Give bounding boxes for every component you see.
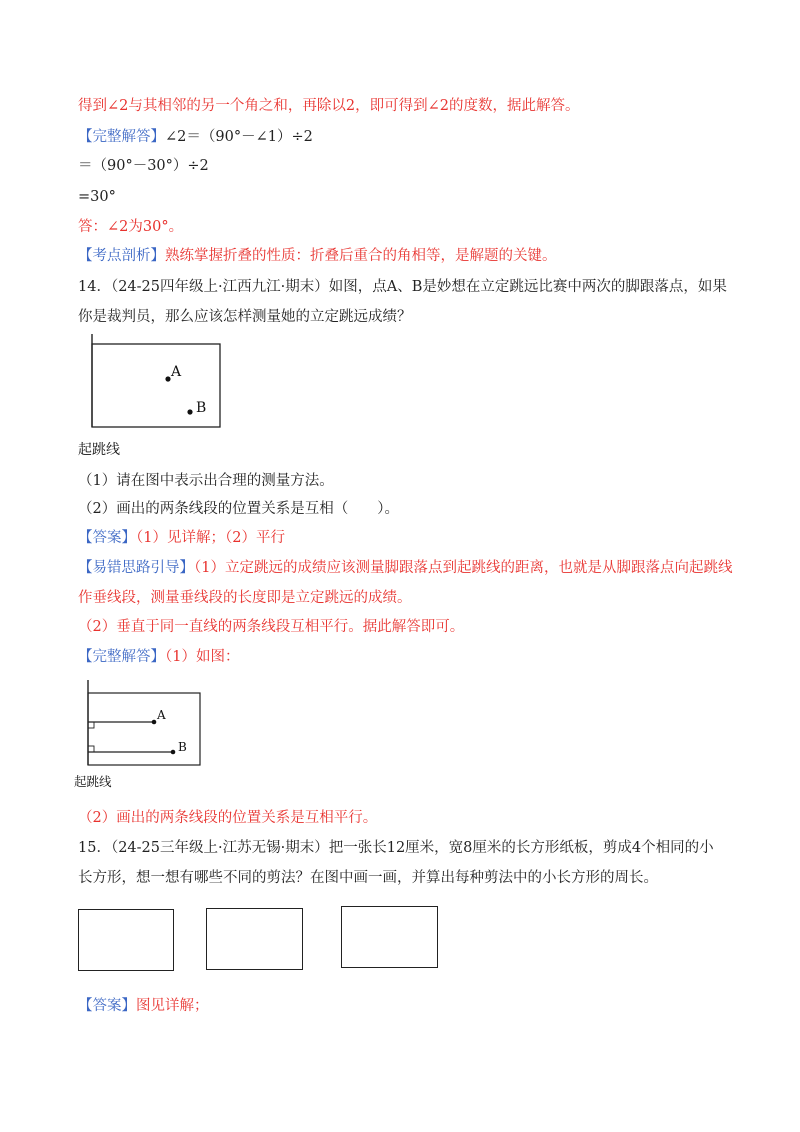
answer-text: （1）见详解；（2）平行 [136, 530, 285, 546]
blank-rectangle-1 [78, 909, 174, 971]
blank-rectangle-3 [341, 906, 438, 968]
q14-full-line-2: （2）画出的两条线段的位置关系是互相平行。 [78, 810, 378, 826]
solution-label-a: A [157, 708, 166, 722]
analysis-tag: 【考点剖析】 [78, 248, 165, 264]
q14-hint-line-3: （2）垂直于同一直线的两条线段互相平行。据此解答即可。 [78, 619, 465, 635]
solution-takeoff-label: 起跳线 [74, 774, 112, 789]
full-answer-tag: 【完整解答】 [78, 649, 165, 665]
point-a [165, 376, 170, 381]
final-answer: 答：∠2为30°。 [78, 219, 184, 235]
solution-label-b: B [178, 740, 187, 754]
q14-hint-line-1 [78, 558, 732, 578]
q13-key-point [78, 246, 557, 266]
q14-answer [78, 528, 285, 548]
right-angle-mark-a [88, 722, 94, 728]
blank-rectangle-2 [206, 908, 303, 970]
label-a: A [171, 364, 182, 380]
q14-stem-line-2: 你是裁判员，那么应该怎样测量她的立定跳远成绩？ [78, 309, 412, 325]
hint-text-1: （1）立定跳远的成绩应该测量脚跟落点到起跳线的距离，也就是从脚跟落点向起跳线 [194, 560, 733, 576]
label-b: B [196, 400, 207, 416]
q15-stem-line-2: 长方形，想一想有哪些不同的剪法？在图中画一画，并算出每种剪法中的小长方形的周长。 [78, 870, 658, 886]
right-angle-mark-b [88, 746, 94, 752]
q14-full-answer [78, 647, 239, 667]
hint-tag: 【易错思路引导】 [78, 560, 194, 576]
point-b [187, 409, 192, 414]
takeoff-line-label: 起跳线 [78, 442, 120, 458]
q14-stem-line-1: 14．（24-25四年级上·江西九江·期末）如图，点A、B是妙想在立定跳远比赛中两次的脚跟落点，如果 [78, 279, 727, 295]
answer-text: 图见详解； [136, 998, 209, 1014]
q13-answer-line [78, 127, 313, 147]
long-jump-figure [78, 334, 238, 458]
answer-tag: 【答案】 [78, 530, 136, 546]
solution-point-b [171, 750, 176, 755]
q15-stem-line-1: 15．（24-25三年级上·江苏无锡·期末）把一张长12厘米，宽8厘米的长方形纸板，剪成4个相同的小 [78, 840, 714, 856]
answer-tag: 【完整解答】 [78, 129, 165, 145]
equation-line-1: ∠2＝（90°－∠1）÷2 [165, 129, 313, 145]
q14-sub-1: （1）请在图中表示出合理的测量方法。 [78, 473, 334, 489]
solution-point-a [152, 720, 157, 725]
q15-answer [78, 996, 209, 1016]
full-answer-text: （1）如图： [165, 649, 240, 665]
equation-line-3: =30° [78, 189, 116, 205]
answer-tag: 【答案】 [78, 998, 136, 1014]
analysis-text: 熟练掌握折叠的性质：折叠后重合的角相等，是解题的关键。 [165, 248, 557, 264]
q13-analysis-line: 得到∠2与其相邻的另一个角之和，再除以2，即可得到∠2的度数，据此解答。 [78, 98, 580, 114]
q14-hint-line-2: 作垂线段，测量垂线段的长度即是立定跳远的成绩。 [78, 590, 412, 606]
solution-figure [74, 680, 214, 792]
solution-sandpit-rect [88, 693, 200, 765]
equation-line-2: ＝（90°－30°）÷2 [78, 158, 209, 174]
q14-sub-2: （2）画出的两条线段的位置关系是互相（ ）。 [78, 501, 399, 517]
